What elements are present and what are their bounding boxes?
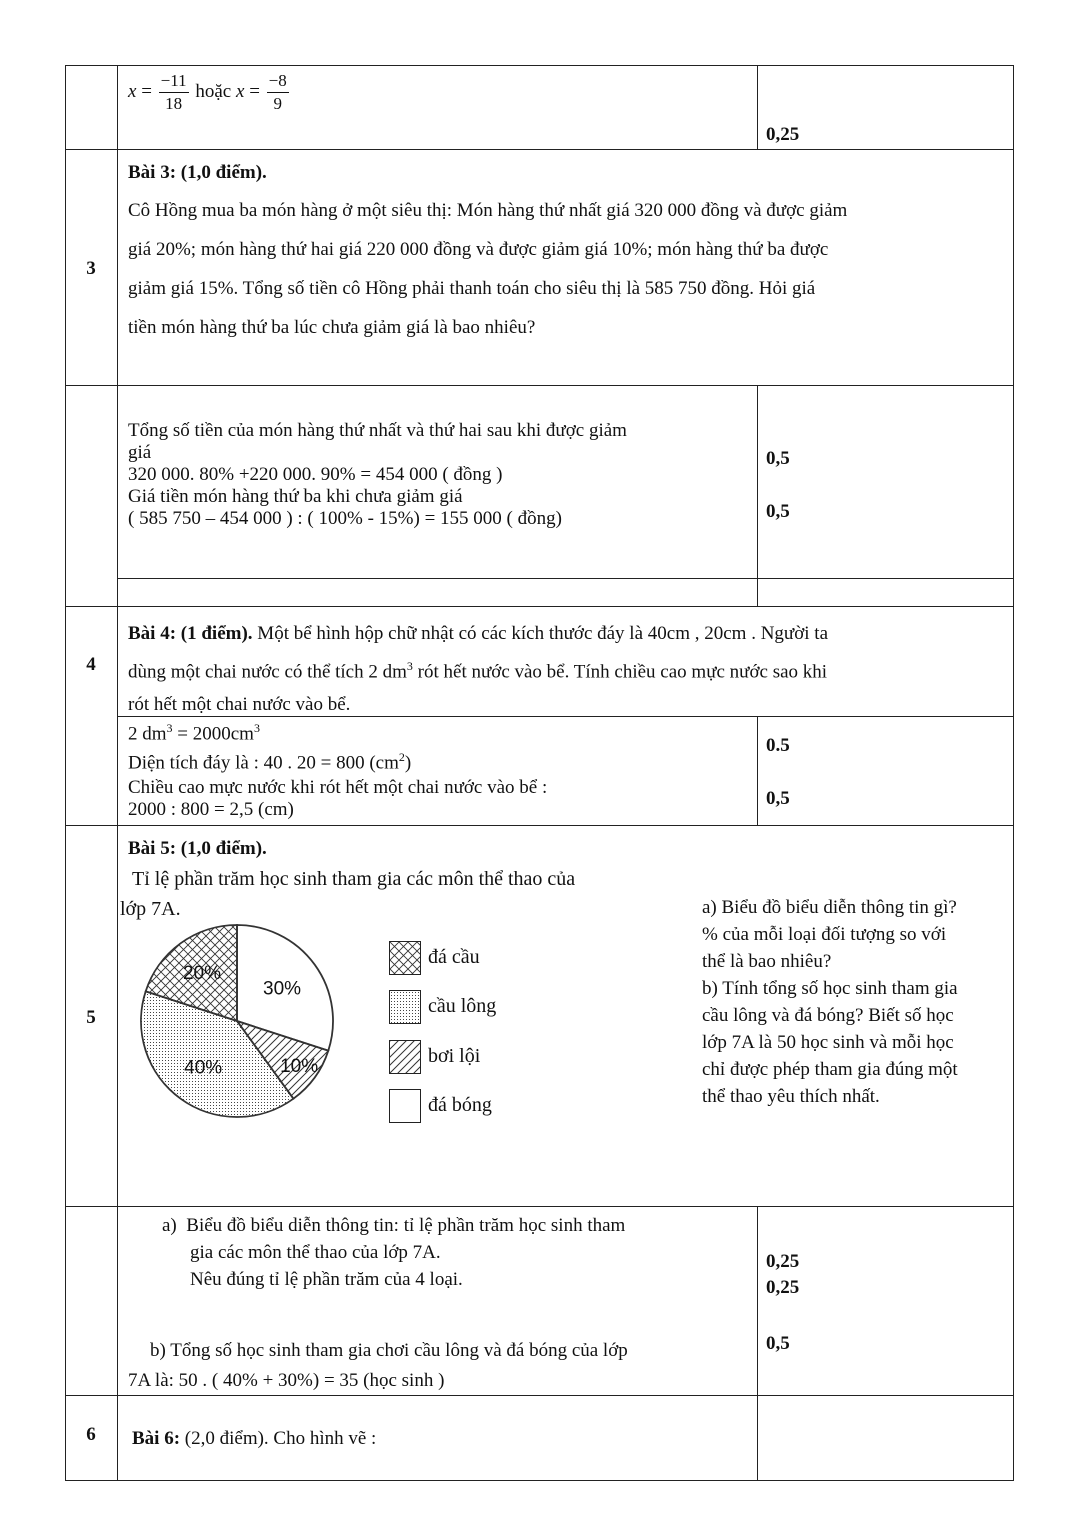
question-title: Bài 6: [132,1428,181,1449]
question-line: Cô Hồng mua ba món hàng ở một siêu thị: Món hàng thứ nhất giá 320 000 đồng và được giảm [128,200,848,221]
question-body [128,617,1008,721]
answer-text: Biểu đồ biểu diễn thông tin: tỉ lệ phần trăm học sinh tham [186,1215,626,1236]
table-border-right [1013,65,1014,1481]
chart-caption [120,864,576,924]
answer-text: 2000 : 800 = 2,5 (cm) [128,798,294,820]
legend-swatch-crosshatch [389,941,421,975]
column-divider [757,716,758,825]
question-body [132,1428,376,1450]
score: 0,25 [766,1277,800,1298]
fraction-denominator: 9 [273,94,282,113]
question-line: giá 20%; món hàng thứ hai giá 220 000 đồng và được giảm giá 10%; món hàng thứ ba được [128,239,829,260]
variable-x: x [236,80,245,102]
table-border-bottom [65,1480,1014,1481]
legend-label: cầu lông [428,995,497,1017]
score: 0,5 [766,501,790,522]
column-divider [757,1206,758,1480]
pie-chart [125,918,350,1118]
answer-text: Diện tích đáy là : 40 . 20 = 800 (cm [128,752,399,774]
pie-slice-label: 30% [263,978,302,1000]
legend-swatch-dots [389,990,421,1024]
score: 0,5 [766,788,790,809]
fraction-numerator: −8 [267,70,289,93]
legend-swatch-diagonal [389,1040,421,1074]
pie-slice-label: 10% [280,1056,319,1078]
answer-body [128,718,547,821]
score: 0,25 [766,124,800,145]
legend-label: đá bóng [428,1094,492,1116]
chart-caption-line: Tỉ lệ phần trăm học sinh tham gia các môn thể thao của [132,868,576,890]
or-text: hoặc [195,80,232,102]
question-number: 3 [86,258,96,279]
question-subparts [702,894,1015,1110]
answer-line: giá [128,442,152,463]
score: 0,5 [766,1333,790,1354]
answer-text: b) Tổng số học sinh tham gia chơi cầu lông và đá bóng của lớp [150,1340,628,1361]
question-number: 4 [86,654,96,675]
score: 0,25 [766,1251,800,1272]
score: 0,5 [766,448,790,469]
answer-body [128,1336,628,1396]
question-text: rót hết nước vào bể. Tính chiều cao mực nước sao khi [412,661,828,683]
answer-text: 7A là: 50 . ( 40% + 30%) = 35 (học sinh ) [128,1370,445,1391]
pie-slice-label: 20% [182,962,222,984]
solution-expression: x = $\frac{-11}{18}$ hoặc x = $\frac{-8}{9}$ [128,71,287,113]
fraction [159,70,189,115]
answer-body [128,420,627,530]
variable-x: x [128,80,137,102]
question-line: cầu lông và đá bóng? Biết số học [702,1005,954,1026]
question-title: Bài 5: (1,0 điểm). [128,838,267,859]
pie-slice-label: 40% [184,1057,223,1079]
question-line: % của mỗi loại đối tượng so với [702,924,947,945]
score: 0.5 [766,735,790,756]
answer-text: Nêu đúng tỉ lệ phần trăm của 4 loại. [190,1269,463,1290]
superscript: 2 [398,750,405,765]
column-divider [117,65,118,1481]
table-border-top [65,65,1014,66]
answer-text: Chiều cao mực nước khi rót hết một chai nước vào bể : [128,776,548,798]
row-divider [117,578,1014,579]
row-divider [65,1206,1014,1207]
row-divider [65,825,1014,826]
answer-line: Giá tiền món hàng thứ ba khi chưa giảm giá [128,486,463,507]
question-text: Một bể hình hộp chữ nhật có các kích thước đáy là 40cm , 20cm . Người ta [252,623,829,644]
superscript: 3 [253,721,260,735]
question-title: Bài 3: (1,0 điểm). [128,162,267,183]
chart-caption-line: lớp 7A. [120,898,181,920]
answer-text: ) [404,752,412,774]
row-divider [65,149,1014,150]
question-number: 5 [86,1007,96,1028]
fraction-numerator: −11 [159,70,189,93]
question-line: thể là bao nhiêu? [702,951,832,972]
question-line: b) Tính tổng số học sinh tham gia [702,978,958,999]
question-number: 6 [86,1424,96,1445]
question-line: a) Biểu đồ biểu diễn thông tin gì? [702,897,957,918]
legend-label: bơi lội [428,1045,481,1067]
answer-line: 320 000. 80% +220 000. 90% = 454 000 ( đồng ) [128,464,503,485]
answer-text: gia các môn thể thao của lớp 7A. [190,1242,441,1263]
row-divider [65,606,1014,607]
question-text: dùng một chai nước có thể tích 2 dm [128,661,407,683]
question-line: lớp 7A là 50 học sinh và mỗi học [702,1032,954,1053]
fraction-denominator: 18 [165,94,183,113]
question-text: rót hết một chai nước vào bể. [128,694,351,716]
question-line: thể thao yêu thích nhất. [702,1086,880,1107]
legend-swatch-blank [389,1089,421,1123]
question-line: chỉ được phép tham gia đúng một [702,1059,958,1080]
question-line: giảm giá 15%. Tổng số tiền cô Hồng phải thanh toán cho siêu thị là 585 750 đồng. Hỏi giá [128,278,816,299]
question-text: (2,0 điểm). Cho hình vẽ : [180,1428,377,1449]
question-line: tiền món hàng thứ ba lúc chưa giảm giá là bao nhiêu? [128,317,536,338]
answer-text: 2 dm [128,723,167,745]
row-divider [65,385,1014,386]
superscript: 3 [166,721,173,735]
answer-line: ( 585 750 – 454 000 ) : ( 100% - 15%) = 155 000 ( đồng) [128,508,562,529]
answer-body [162,1212,625,1293]
answer-line: Tổng số tiền của món hàng thứ nhất và thứ hai sau khi được giảm [128,420,627,441]
column-divider [757,65,758,149]
fraction [267,70,289,115]
question-body [128,191,1008,347]
legend-label: đá cầu [428,946,480,968]
answer-label: a) [162,1215,177,1236]
question-title: Bài 4: (1 điểm). [128,623,253,644]
superscript: 3 [406,659,413,673]
answer-text: = 2000cm [172,723,254,745]
column-divider [757,385,758,606]
